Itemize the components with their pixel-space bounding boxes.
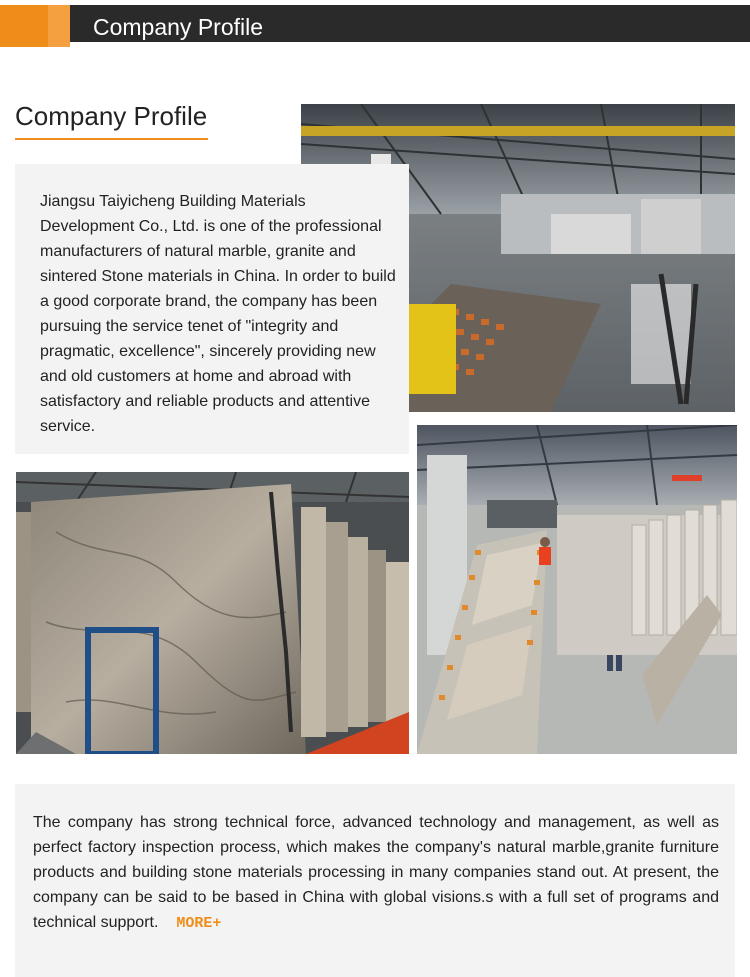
production-line-photo (417, 425, 737, 754)
details-text: The company has strong technical force, advanced technology and management, as well as perfect factory inspection process, which makes the company's natural marble,granite furniture products and building stone materials processing in many companies stand out. At present, the company can be said to be based in China with global visions.s with a full set of programs and technical support. (33, 814, 719, 931)
title-underline (15, 138, 208, 140)
more-link[interactable]: MORE+ (176, 915, 222, 932)
section-title: Company Profile (15, 101, 208, 131)
banner-title: Company Profile (93, 14, 264, 40)
header-banner (0, 5, 750, 42)
details-text-card (15, 784, 735, 977)
details-paragraph (33, 810, 719, 936)
banner-accent-stripe (48, 5, 70, 47)
intro-text-card (15, 164, 409, 454)
marble-slabs-photo (16, 472, 409, 754)
intro-paragraph: Jiangsu Taiyicheng Building Materials Development Co., Ltd. is one of the professional manufacturers of natural marble, granite and sintered Stone materials in China. In order to build a good corporate brand, the company has been pursuing the service tenet of "integrity and pragmatic, excellence", sincerely providing new and old customers at home and abroad with satisfactory and reliable products and attentive service. (40, 193, 396, 435)
banner-accent-block (0, 5, 48, 47)
